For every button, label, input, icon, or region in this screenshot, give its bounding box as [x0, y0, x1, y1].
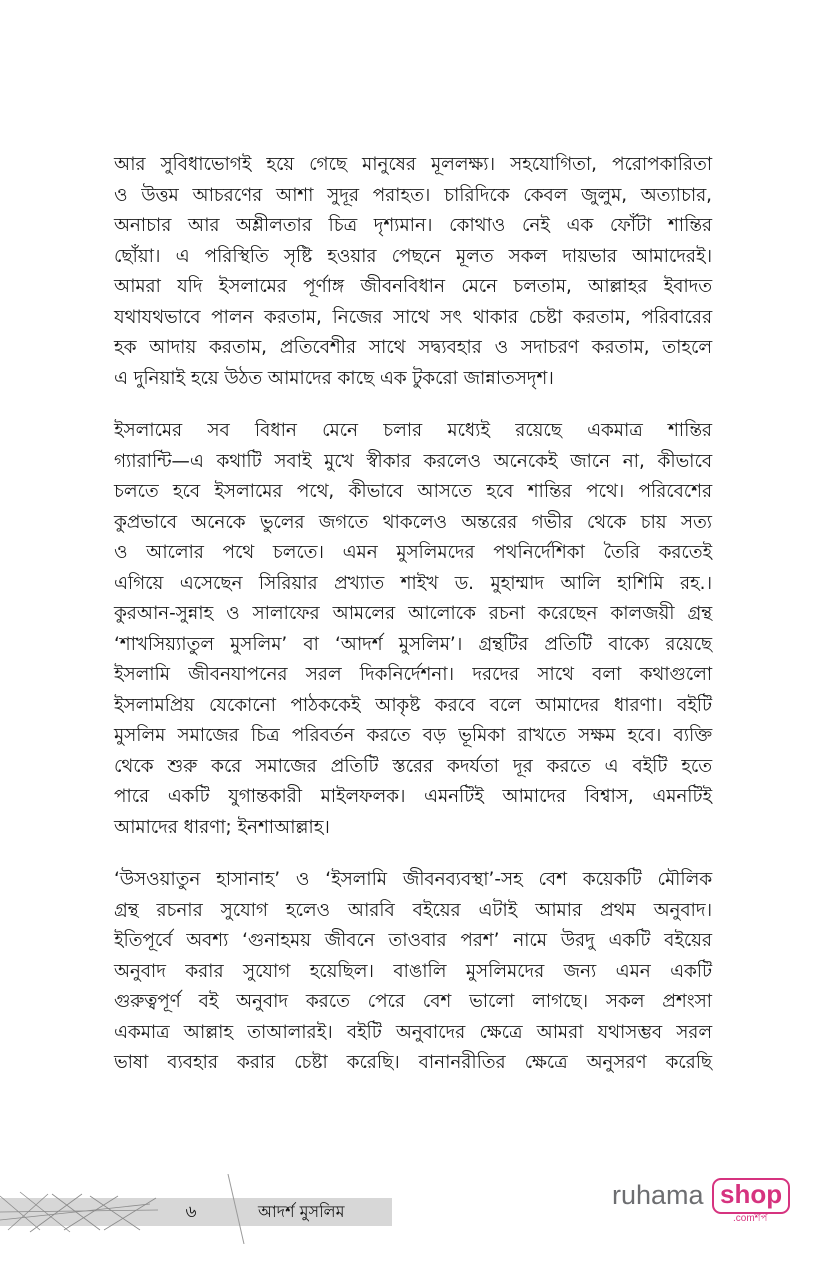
body-text: [114, 150, 712, 1101]
text-line: চলতে হবে ইসলামের পথে, কীভাবে আসতে হবে শান্তির পথে। পরিবেশের: [114, 481, 712, 502]
text-line: ও উত্তম আচরণের আশা সুদূর পরাহত। চারিদিকে কেবল জুলুম, অত্যাচার,: [114, 184, 712, 206]
text-line: আর সুবিধাভোগই হয়ে গেছে মানুষের মূললক্ষ্য। সহযোগিতা, পরোপকারিতা: [114, 154, 712, 175]
text-line: এ দুনিয়াই হয়ে উঠত আমাদের কাছে এক টুকরো জান্নাতসদৃশ।: [114, 367, 554, 389]
text-line: পারে একটি যুগান্তকারী মাইলফলক। এমনটিই আমাদের বিশ্বাস, এমনটিই: [114, 786, 712, 807]
text-line: ‘উসওয়াতুন হাসানাহ’ ও ‘ইসলামি জীবনব্যবস্থা’-সহ বেশ কয়েকটি মৌলিক: [114, 869, 712, 890]
text-line: ইসলামের সব বিধান মেনে চলার মধ্যেই রয়েছে একমাত্র শান্তির: [114, 420, 712, 441]
text-line: ইসলামপ্রিয় যেকোনো পাঠককেই আকৃষ্ট করবে বলে আমাদের ধারণা। বইটি: [114, 694, 712, 716]
text-line: যথাযথভাবে পালন করতাম, নিজের সাথে সৎ থাকার চেষ্টা করতাম, পরিবারের: [114, 306, 712, 328]
text-line: ইসলামি জীবনযাপনের সরল দিকনির্দেশনা। দরদের সাথে বলা কথাগুলো: [114, 664, 712, 685]
text-line: ছোঁয়া। এ পরিস্থিতি সৃষ্টি হওয়ার পেছনে মূলত সকল দায়ভার আমাদেরই।: [114, 245, 712, 267]
footer-pattern-decoration: [0, 1190, 160, 1234]
text-line: গ্রন্থ রচনার সুযোগ হলেও আরবি বইয়ের এটাই আমার প্রথম অনুবাদ।: [114, 899, 712, 921]
text-line: অনুবাদ করার সুযোগ হয়েছিল। বাঙালি মুসলিমদের জন্য এমন একটি: [114, 960, 712, 982]
text-line: ও আলোর পথে চলতে। এমন মুসলিমদের পথনির্দেশিকা তৈরি করতেই: [114, 542, 712, 563]
text-line: আমাদের ধারণা; ইনশাআল্লাহ।: [114, 816, 330, 838]
text-line: গ্যারান্টি—এ কথাটি সবাই মুখে স্বীকার করলেও অনেকেই জানে না, কীভাবে: [114, 450, 712, 472]
text-line: হক আদায় করতাম, প্রতিবেশীর সাথে সদ্ব্যবহার ও সদাচরণ করতাম, তাহলে: [114, 337, 712, 358]
text-line: এগিয়ে এসেছেন সিরিয়ার প্রখ্যাত শাইখ ড. মুহাম্মাদ আলি হাশিমি রহ.।: [114, 572, 712, 594]
text-line: কুরআন-সুন্নাহ ও সালাফের আমলের আলোকে রচনা করেছেন কালজয়ী গ্রন্থ: [114, 603, 712, 624]
book-title: আদর্শ মুসলিম: [258, 1202, 345, 1221]
text-line: গুরুত্বপূর্ণ বই অনুবাদ করতে পেরে বেশ ভালো লাগছে। সকল প্রশংসা: [114, 991, 712, 1012]
text-line: একমাত্র আল্লাহ তাআলারই। বইটি অনুবাদের ক্ষেত্রে আমরা যথাসম্ভব সরল: [114, 1021, 712, 1043]
page-number: ৬: [185, 1202, 197, 1222]
text-line: ভাষা ব্যবহার করার চেষ্টা করেছি। বানানরীতির ক্ষেত্রে অনুসরণ করেছি: [114, 1052, 712, 1073]
text-line: অনাচার আর অশ্লীলতার চিত্র দৃশ্যমান। কোথাও নেই এক ফোঁটা শান্তির: [114, 215, 712, 236]
paragraph-3: [114, 865, 712, 1079]
logo-ruhama-text: ruhama: [612, 1180, 704, 1210]
text-line: থেকে শুরু করে সমাজের প্রতিটি স্তরের কদর্যতা দূর করতে এ বইটি হতে: [114, 755, 712, 777]
text-line: ইতিপূর্বে অবশ্য ‘গুনাহময় জীবনে তাওবার পরশ’ নামে উরদু একটি বইয়ের: [114, 930, 712, 951]
paragraph-1: [114, 150, 712, 394]
logo-domain-text: .comশপ: [733, 1213, 768, 1224]
footer-divider: [226, 1174, 246, 1244]
text-line: ‘শাখসিয়্যাতুল মুসলিম’ বা ‘আদর্শ মুসলিম’। গ্রন্থটির প্রতিটি বাক্যে রয়েছে: [114, 633, 712, 655]
logo-shop-badge: shop: [712, 1178, 790, 1214]
paragraph-2: [114, 416, 712, 843]
text-line: কুপ্রভাবে অনেকে ভুলের জগতে থাকলেও অন্তরের গভীর থেকে চায় সত্য: [114, 511, 712, 533]
text-line: মুসলিম সমাজের চিত্র পরিবর্তন করতে বড় ভূমিকা রাখতে সক্ষম হবে। ব্যক্তি: [114, 725, 712, 746]
text-line: আমরা যদি ইসলামের পূর্ণাঙ্গ জীবনবিধান মেনে চলতাম, আল্লাহর ইবাদত: [114, 276, 712, 297]
